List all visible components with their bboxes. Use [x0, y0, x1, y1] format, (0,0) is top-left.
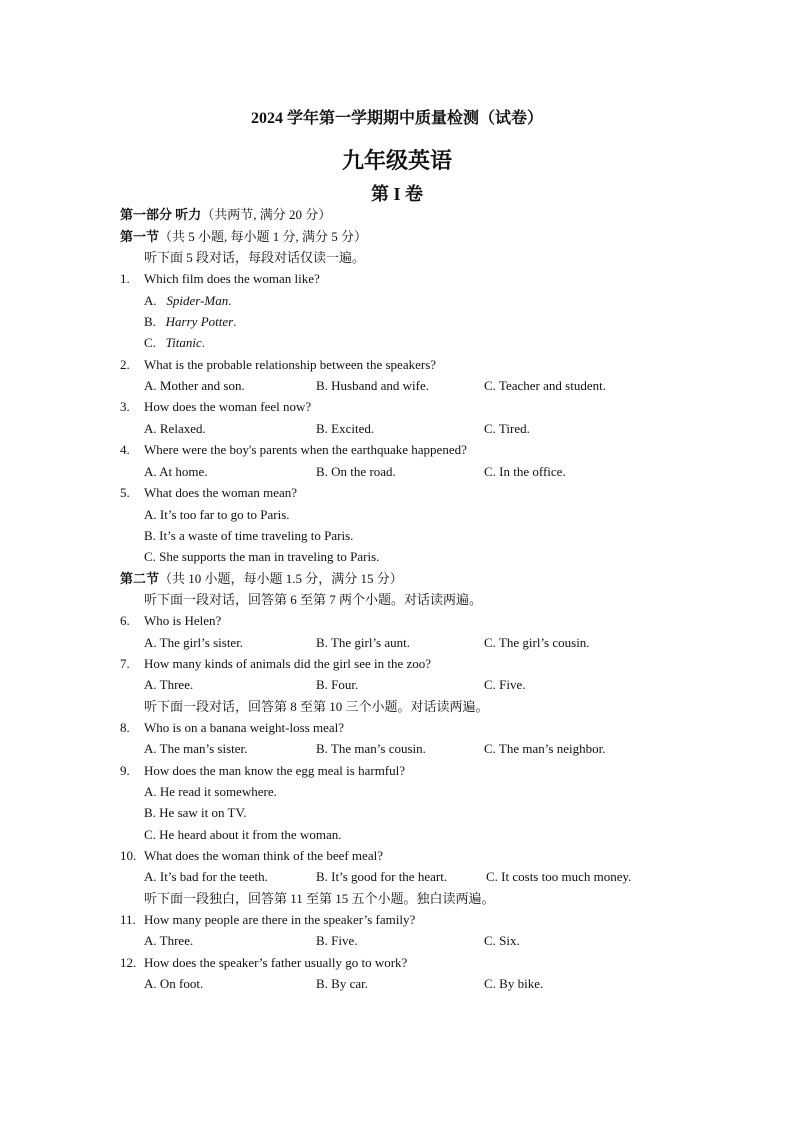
- section1-heading-note: （共 5 小题, 每小题 1 分, 满分 5 分）: [159, 229, 368, 244]
- question-number: 6.: [120, 613, 130, 628]
- option-3c: C. Tired.: [484, 421, 530, 436]
- option-5a: A. It’s too far to go to Paris.: [144, 507, 290, 522]
- question-number: 3.: [120, 399, 130, 414]
- option-4b: B. On the road.: [316, 464, 396, 479]
- option-title: Spider-Man: [166, 293, 229, 308]
- question-number: 2.: [120, 357, 130, 372]
- question-text: Where were the boy's parents when the earthquake happened?: [144, 442, 467, 457]
- option-punct: .: [201, 335, 206, 350]
- section2-heading-note: （共 10 小题，每小题 1.5 分，满分 15 分）: [159, 571, 403, 586]
- option-7c: C. Five.: [484, 677, 526, 692]
- option-8a: A. The man’s sister.: [144, 741, 248, 756]
- question-number: 10.: [120, 848, 137, 863]
- option-8c: C. The man’s neighbor.: [484, 741, 606, 756]
- exam-title: 2024 学年第一学期期中质量检测（试卷）: [250, 110, 543, 127]
- question-text: What does the woman think of the beef meal?: [144, 848, 383, 863]
- option-8b: B. The man’s cousin.: [316, 741, 426, 756]
- part1-heading: [120, 207, 331, 223]
- question-number: 9.: [120, 763, 130, 778]
- volume-title: 第 I 卷: [370, 184, 423, 204]
- question-text: Who is Helen?: [144, 613, 222, 628]
- option-5b: B. It’s a waste of time traveling to Paris.: [144, 528, 354, 543]
- question-number: 1.: [120, 271, 130, 286]
- question-number: 8.: [120, 720, 130, 735]
- option-4a: A. At home.: [144, 464, 208, 479]
- option-3a: A. Relaxed.: [144, 421, 206, 436]
- option-punct: .: [228, 293, 232, 308]
- option-7b: B. Four.: [316, 677, 359, 692]
- question-number: 7.: [120, 656, 130, 671]
- section1-instruction: 听下面 5 段对话，每段对话仅读一遍。: [144, 250, 366, 265]
- option-5c: C. She supports the man in traveling to Paris.: [144, 549, 380, 564]
- section1-heading-label: 第一节: [120, 229, 160, 244]
- section2-heading: [120, 571, 403, 587]
- question-text: How does the speaker’s father usually go to work?: [144, 955, 408, 970]
- option-11b: B. Five.: [316, 933, 358, 948]
- option-12c: C. By bike.: [484, 976, 544, 991]
- option-letter: A.: [144, 293, 157, 308]
- option-10b: B. It’s good for the heart.: [316, 869, 448, 884]
- question-text: How many people are there in the speaker’s family?: [144, 912, 416, 927]
- subject-title: 九年级英语: [341, 148, 452, 173]
- section2-heading-label: 第二节: [120, 571, 160, 586]
- section1-heading: [120, 229, 367, 245]
- option-6b: B. The girl’s aunt.: [316, 635, 411, 650]
- option-2b: B. Husband and wife.: [316, 378, 430, 393]
- option-1c: [144, 335, 205, 351]
- question-number: 11.: [120, 912, 136, 927]
- option-letter: B.: [144, 314, 156, 329]
- question-text: What does the woman mean?: [144, 485, 298, 500]
- question-number: 5.: [120, 485, 130, 500]
- part1-heading-label: 第一部分 听力: [120, 207, 202, 222]
- question-text: How does the woman feel now?: [144, 399, 312, 414]
- option-11c: C. Six.: [484, 933, 520, 948]
- section2-instruction-3: 听下面一段独白，回答第 11 至第 15 五个小题。独白读两遍。: [144, 891, 495, 906]
- question-number: 4.: [120, 442, 130, 457]
- option-12a: A. On foot.: [144, 976, 204, 991]
- option-letter: C.: [144, 335, 156, 350]
- option-1b: [144, 314, 236, 330]
- option-2a: A. Mother and son.: [144, 378, 245, 393]
- option-2c: C. Teacher and student.: [484, 378, 606, 393]
- part1-heading-note: （共两节, 满分 20 分）: [201, 207, 332, 222]
- option-4c: C. In the office.: [484, 464, 566, 479]
- option-10a: A. It’s bad for the teeth.: [144, 869, 268, 884]
- option-11a: A. Three.: [144, 933, 194, 948]
- option-punct: .: [233, 314, 237, 329]
- option-7a: A. Three.: [144, 677, 194, 692]
- question-text: How does the man know the egg meal is harmful?: [144, 763, 406, 778]
- option-10c: C. It costs too much money.: [486, 869, 632, 884]
- option-1a: [144, 293, 231, 309]
- option-title: Titanic: [165, 335, 202, 350]
- option-9c: C. He heard about it from the woman.: [144, 827, 342, 842]
- option-title: Harry Potter: [165, 314, 234, 329]
- question-text: What is the probable relationship between the speakers?: [144, 357, 437, 372]
- section2-instruction-2: 听下面一段对话，回答第 8 至第 10 三个小题。对话读两遍。: [144, 699, 489, 714]
- option-6c: C. The girl’s cousin.: [484, 635, 590, 650]
- question-text: Which film does the woman like?: [144, 271, 320, 286]
- option-3b: B. Excited.: [316, 421, 375, 436]
- option-6a: A. The girl’s sister.: [144, 635, 244, 650]
- section2-instruction-1: 听下面一段对话，回答第 6 至第 7 两个小题。对话读两遍。: [144, 592, 483, 607]
- question-text: Who is on a banana weight-loss meal?: [144, 720, 344, 735]
- option-9a: A. He read it somewhere.: [144, 784, 277, 799]
- option-12b: B. By car.: [316, 976, 368, 991]
- question-text: How many kinds of animals did the girl see in the zoo?: [144, 656, 432, 671]
- option-9b: B. He saw it on TV.: [144, 805, 247, 820]
- question-number: 12.: [120, 955, 137, 970]
